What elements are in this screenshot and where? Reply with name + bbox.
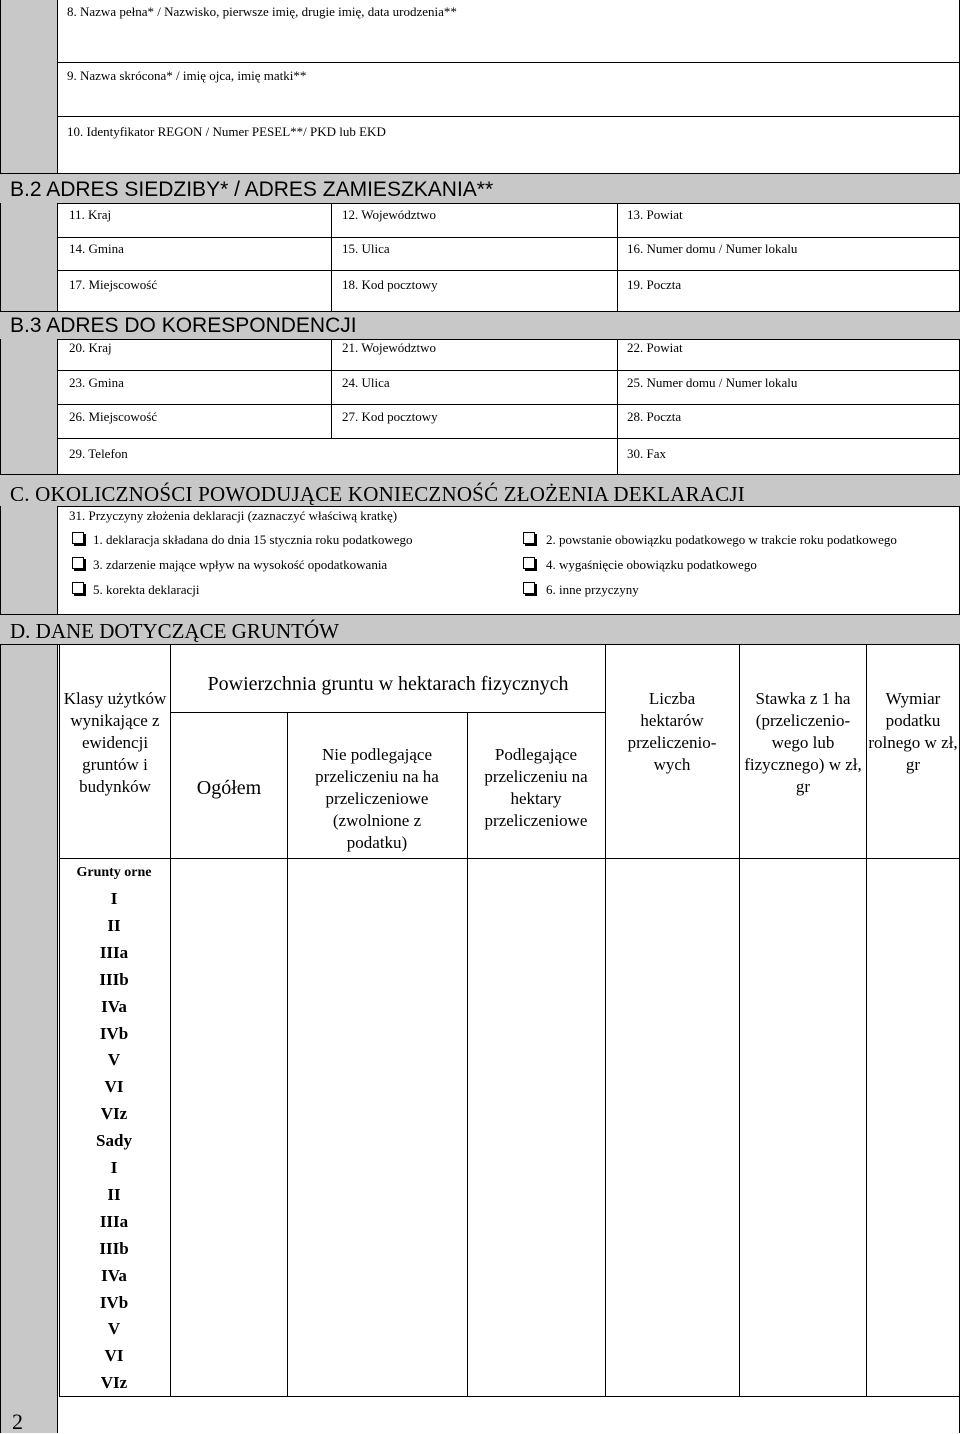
land-class-row-label: IIIb (99, 1238, 129, 1258)
checkbox-option-6[interactable] (523, 582, 535, 594)
header-nie-podlegajace: Nie podlegające przeliczeniu na ha przeliczeniowe (zwolnione z podatku) (315, 745, 439, 852)
land-class-row-label: IIIa (99, 1211, 129, 1231)
land-class-row-label: V (107, 1050, 121, 1070)
land-class-row-label: I (110, 889, 118, 908)
checkbox-option-4[interactable] (523, 557, 535, 569)
header-powierzchnia: Powierzchnia gruntu w hektarach fizycznych (207, 673, 569, 695)
land-class-row-label: Sady (96, 1131, 132, 1151)
field-14-label: 14. Gmina (69, 241, 124, 256)
option-3-label: 3. zdarzenie mające wpływ na wysokość opodatkowania (93, 557, 388, 572)
field-8-input[interactable] (58, 22, 958, 62)
land-class-row-label: IIIb (99, 969, 129, 989)
section-c-title: C. OKOLICZNOŚCI POWODUJĄCE KONIECZNOŚĆ ZŁOŻENIA DEKLARACJI (10, 482, 745, 506)
page-number: 2 (12, 1409, 23, 1434)
field-23-label: 23. Gmina (69, 375, 124, 390)
land-class-row-label: VIz (100, 1373, 128, 1393)
header-stawka: Stawka z 1 ha (przeliczenio-wego lub fizycznego) w zł, gr (744, 689, 862, 796)
header-ogolem: Ogółem (196, 777, 262, 799)
field-11-label: 11. Kraj (69, 207, 112, 222)
field-19-label: 19. Poczta (627, 277, 682, 292)
section-b2-title: B.2 ADRES SIEDZIBY* / ADRES ZAMIESZKANIA** (10, 178, 494, 201)
land-class-row-label: IVa (101, 996, 127, 1016)
field-30-label: 30. Fax (627, 446, 666, 461)
field-18-label: 18. Kod pocztowy (342, 277, 438, 292)
header-liczba: Liczba hektarów przeliczenio-wych (627, 689, 717, 774)
land-class-row-label: I (110, 1158, 118, 1177)
field-10-label: 10. Identyfikator REGON / Numer PESEL**/ PKD lub EKD (67, 124, 386, 139)
land-class-row-label: VI (104, 1077, 124, 1097)
section-d-title: D. DANE DOTYCZĄCE GRUNTÓW (10, 619, 339, 643)
option-4-label: 4. wygaśnięcie obowiązku podatkowego (546, 557, 757, 572)
field-26-label: 26. Miejscowość (69, 409, 158, 424)
header-klasy: Klasy użytków wynikające z ewidencji gruntów i budynków (63, 689, 167, 796)
land-class-row-label: IVa (101, 1265, 127, 1285)
header-wymiar: Wymiar podatku rolnego w zł, gr (868, 689, 958, 774)
option-6-label: 6. inne przyczyny (546, 582, 639, 597)
land-class-row-label: VIz (100, 1104, 128, 1124)
option-5-label: 5. korekta deklaracji (93, 582, 200, 597)
field-24-label: 24. Ulica (342, 375, 390, 390)
field-9-input[interactable] (58, 86, 958, 116)
field-20-label: 20. Kraj (69, 340, 112, 355)
land-class-row-label: IIIa (99, 942, 129, 962)
checkbox-option-3[interactable] (72, 557, 84, 569)
field-17-label: 17. Miejscowość (69, 277, 158, 292)
land-class-row-label: IVb (99, 1023, 129, 1043)
field-8-label: 8. Nazwa pełna* / Nazwisko, pierwsze imię, drugie imię, data urodzenia** (67, 4, 457, 19)
checkbox-option-1[interactable] (72, 532, 84, 544)
land-class-row-label: IVb (99, 1292, 129, 1312)
field-12-label: 12. Województwo (342, 207, 437, 222)
field-22-label: 22. Powiat (627, 340, 683, 355)
field-27-label: 27. Kod pocztowy (342, 409, 438, 424)
header-podlegajace: Podlegające przeliczeniu na hektary przeliczeniowe (484, 745, 588, 830)
field-31-label: 31. Przyczyny złożenia deklaracji (zaznaczyć właściwą kratkę) (69, 508, 398, 523)
land-class-row-label: VI (104, 1346, 124, 1366)
field-9-label: 9. Nazwa skrócona* / imię ojca, imię matki** (67, 68, 307, 83)
checkbox-option-5[interactable] (72, 582, 84, 594)
land-class-row-label: V (107, 1319, 121, 1339)
option-1-label: 1. deklaracja składana do dnia 15 stycznia roku podatkowego (93, 532, 413, 547)
section-b3-title: B.3 ADRES DO KORESPONDENCJI (10, 314, 357, 337)
field-10-input[interactable] (58, 142, 958, 172)
land-class-row-label: II (107, 915, 121, 935)
left-margin-column (0, 0, 58, 1433)
checkbox-option-2[interactable] (523, 532, 535, 544)
group-label-grunty-orne: Grunty orne (76, 865, 152, 880)
field-15-label: 15. Ulica (342, 241, 390, 256)
field-29-label: 29. Telefon (69, 446, 128, 461)
field-16-label: 16. Numer domu / Numer lokalu (627, 241, 798, 256)
field-28-label: 28. Poczta (627, 409, 682, 424)
field-25-label: 25. Numer domu / Numer lokalu (627, 375, 798, 390)
field-21-label: 21. Województwo (342, 340, 437, 355)
option-2-label: 2. powstanie obowiązku podatkowego w trakcie roku podatkowego (546, 532, 897, 547)
field-13-label: 13. Powiat (627, 207, 683, 222)
land-class-row-label: II (107, 1184, 121, 1204)
